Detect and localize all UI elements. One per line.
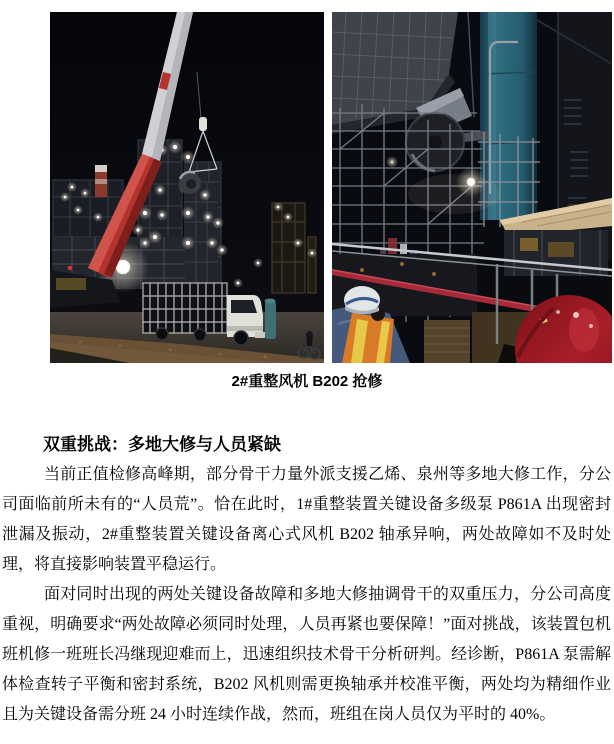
body-paragraph-1: 当前正值检修高峰期，部分骨干力量外派支援乙烯、泉州等多地大修工作，分公司面临前所未有的“人员荒”。恰在此时，1#重整装置关键设备多级泵 P861A 出现密封泄漏及振动，2#重整装置关键设备离心式风机 B202 轴承异响，两处故障如不及时处理，将直接影响装置平稳运行。 xyxy=(2,466,611,573)
body-paragraph-2: 面对同时出现的两处关键设备故障和多地大修抽调骨干的双重压力，分公司高度重视，明确要求“两处故障必须同时处理，人员再紧也要保障！”面对挑战，该装置包机班机修一班班长冯继现迎难而上，迅速组织技术骨干分析研判。经诊断，P861A 泵需解体检查转子平衡和密封系统，B202 风机则需更换轴承并校准平衡，两处均为精细作业且为关键设备需分班 24 小时连续作战，然而，班组在岗人员仅为平时的 40%。 xyxy=(2,586,611,723)
scaffold-scene-illustration xyxy=(332,12,612,363)
photo-scaffold-repair xyxy=(332,12,612,363)
figure-caption: 2#重整风机 B202 抢修 xyxy=(231,373,383,390)
section-heading: 双重挑战：多地大修与人员紧缺 xyxy=(43,435,281,454)
photo-crane-night-lift xyxy=(50,12,324,363)
crane-scene-illustration xyxy=(50,12,324,363)
article-body xyxy=(2,429,611,730)
